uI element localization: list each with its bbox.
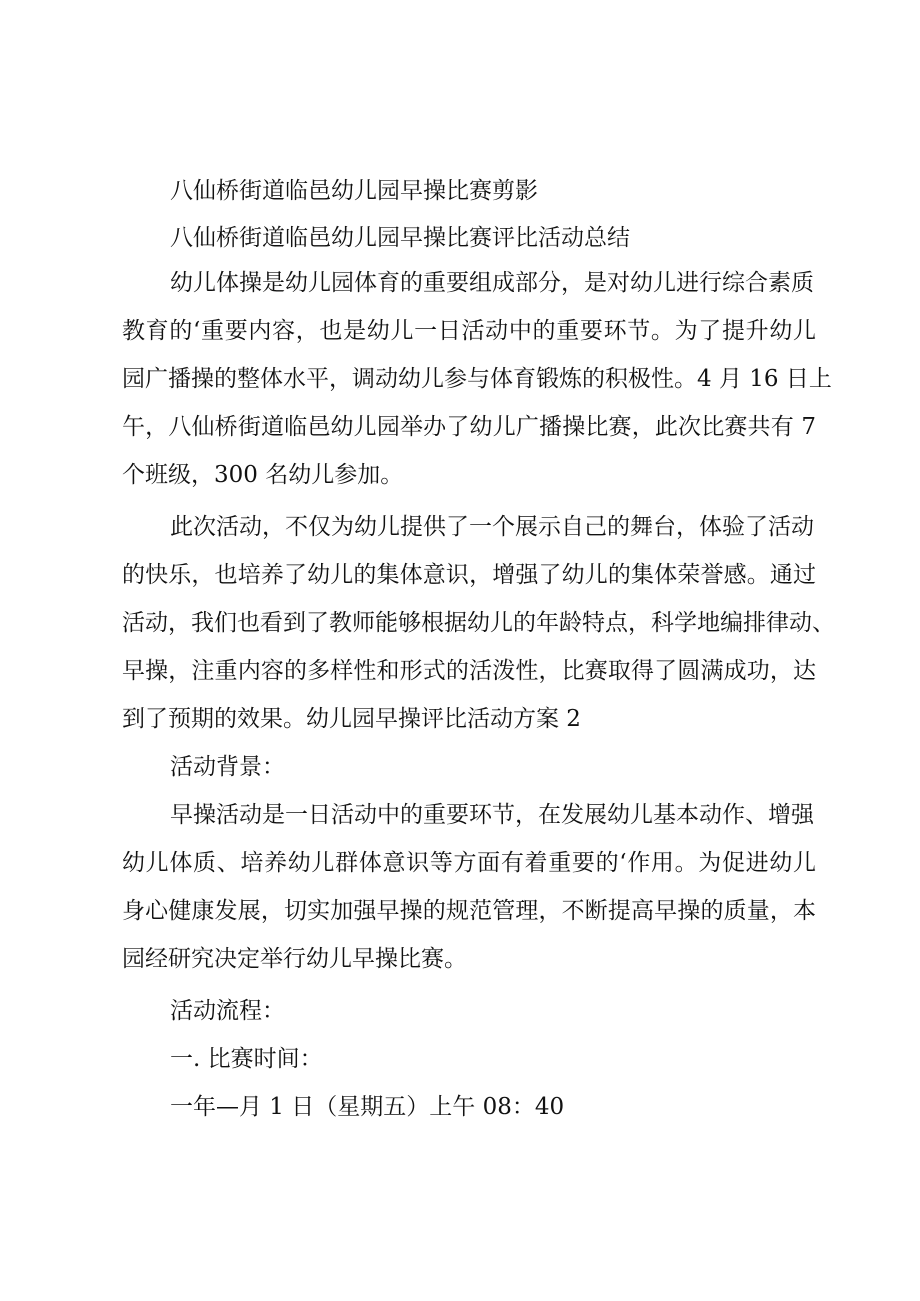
section-process-title: 活动流程： [170,998,285,1024]
paragraph-3-line: 早操活动是一日活动中的重要环节，在发展幼儿基本动作、增强 [170,802,814,828]
item-1-title: 一. 比赛时间： [170,1046,323,1072]
paragraph-1-line: 园广播操的整体水平，调动幼儿参与体育锻炼的积极性。4 月 16 日上 [122,366,832,392]
paragraph-2-line: 到了预期的效果。幼儿园早操评比活动方案 2 [122,706,581,732]
section-background-title: 活动背景： [170,754,285,780]
paragraph-2-line: 早操，注重内容的多样性和形式的活泼性，比赛取得了圆满成功，达 [122,658,816,684]
paragraph-3-line: 园经研究决定举行幼儿早操比赛。 [122,946,467,972]
paragraph-2-line: 活动，我们也看到了教师能够根据幼儿的年龄特点，科学地编排律动、 [122,610,835,636]
paragraph-3-line: 身心健康发展，切实加强早操的规范管理，不断提高早操的质量，本 [122,898,816,924]
heading-2: 八仙桥街道临邑幼儿园早操比赛评比活动总结 [170,225,630,251]
paragraph-2-line: 的快乐，也培养了幼儿的集体意识，增强了幼儿的集体荣誉感。通过 [122,562,816,588]
item-1-value: 一年—月 1 日（星期五）上午 08：40 [170,1094,565,1120]
paragraph-3-line: 幼儿体质、培养幼儿群体意识等方面有着重要的‘作用。为促进幼儿 [122,850,816,876]
paragraph-2-line: 此次活动，不仅为幼儿提供了一个展示自己的舞台，体验了活动 [170,514,814,540]
paragraph-1-line: 午，八仙桥街道临邑幼儿园举办了幼儿广播操比赛，此次比赛共有 7 [122,414,816,440]
heading-1: 八仙桥街道临邑幼儿园早操比赛剪影 [170,178,538,204]
paragraph-1-line: 幼儿体操是幼儿园体育的重要组成部分，是对幼儿进行综合素质 [170,270,814,296]
paragraph-1-line: 个班级，300 名幼儿参加。 [122,462,404,488]
paragraph-1-line: 教育的‘重要内容，也是幼儿一日活动中的重要环节。为了提升幼儿 [122,318,816,344]
